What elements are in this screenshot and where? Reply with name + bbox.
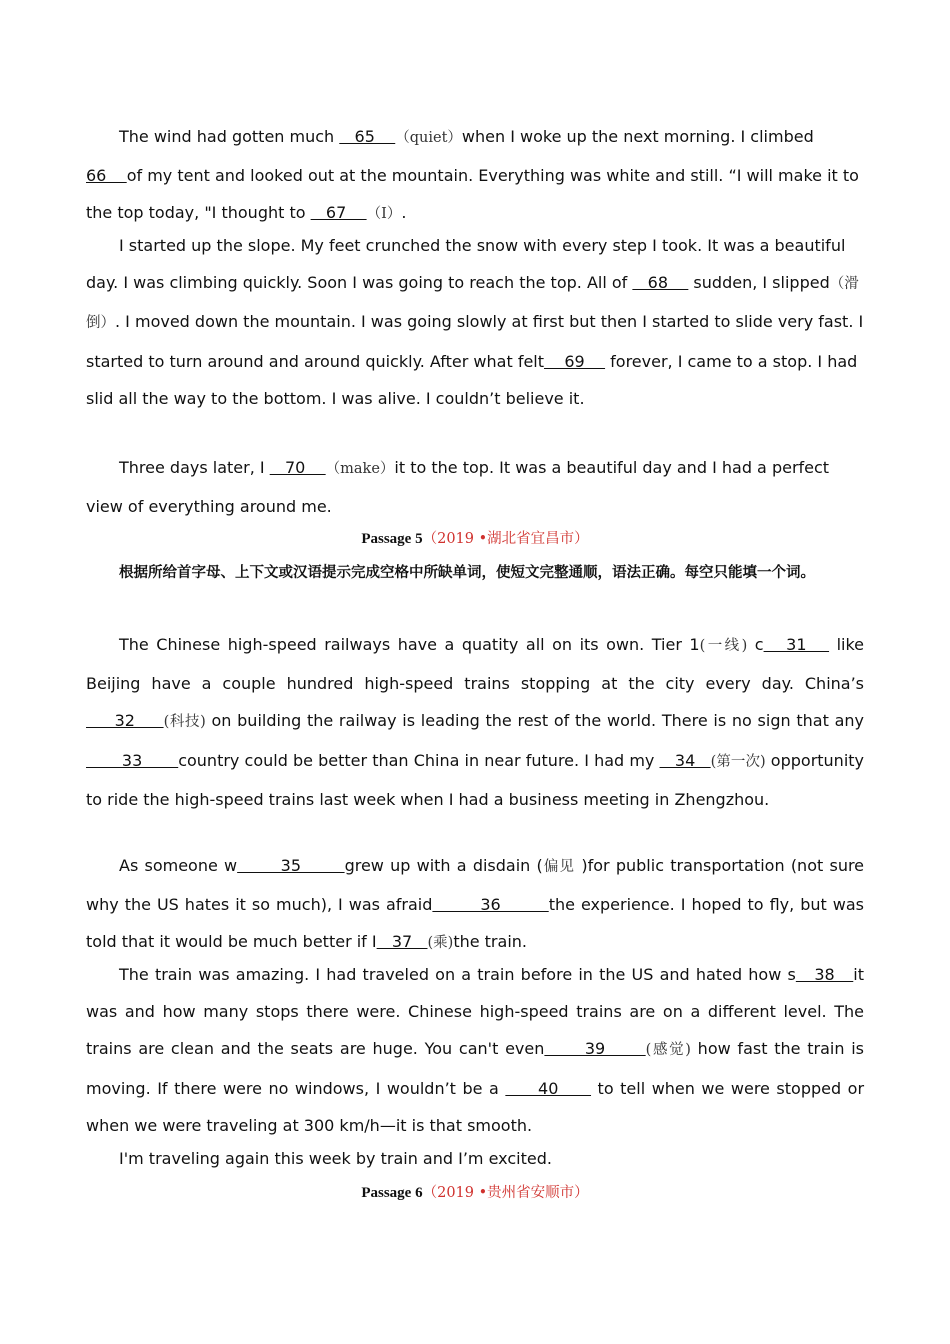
hint-65: （quiet）: [395, 130, 462, 146]
hint-slip: （滑倒）: [86, 276, 859, 332]
text: .: [401, 203, 407, 223]
text: The wind had gotten much: [119, 127, 340, 146]
passage5-paragraph-1: [86, 626, 864, 818]
passage4-paragraph-3: [86, 449, 864, 525]
text: opportunity to ride the high-speed trains last week when I had a business meeting in Zhengzhou.: [86, 750, 865, 809]
blank-34[interactable]: 34: [659, 750, 711, 770]
hint-35: 偏见: [542, 859, 576, 875]
text: forever, I came to a stop. I had slid all the way to the bottom. I was alive. I couldn’t believe it.: [86, 351, 858, 408]
hint-34: (第一次): [710, 753, 766, 770]
text: to tell when we were stopped or when we were traveling at 300 km/h—it is that smooth.: [86, 1078, 865, 1135]
text: The train was amazing. I had traveled on a train before in the US and hated how s: [119, 965, 796, 984]
blank-33[interactable]: 33: [86, 750, 179, 770]
passage4-paragraph-1: [86, 118, 864, 234]
text: it was and how many stops there were. Chinese high-speed trains are on a different level. The trains are clean and the seats are huge. You can't even: [86, 965, 864, 1059]
blank-37[interactable]: 37: [376, 932, 428, 952]
passage5-instruction: 根据所给首字母、上下文或汉语提示完成空格中所缺单词，使短文完整通顺，语法正确。每空只能填一个词。: [119, 564, 815, 581]
blank-31[interactable]: 31: [763, 635, 830, 654]
text: grew up with a disdain (: [344, 856, 543, 875]
text: it to the top. It was a beautiful day and I had a perfect view of everything around me.: [86, 458, 830, 517]
text: country could be better than China in near future. I had my: [178, 750, 660, 770]
passage6-heading: [0, 1183, 950, 1203]
passage5-source: （2019 •湖北省宜昌市）: [422, 531, 589, 547]
text: on building the railway is leading the rest of the world. There is no sign that any: [205, 711, 864, 731]
passage6-title: Passage 6: [361, 1185, 423, 1201]
hint-37: (乘): [427, 935, 454, 952]
hint-39: (感觉): [645, 1042, 691, 1059]
blank-65[interactable]: 65: [339, 127, 396, 146]
text: the train.: [453, 932, 527, 952]
passage5-paragraph-4: I'm traveling again this week by train and I’m excited.: [119, 1149, 552, 1168]
blank-67[interactable]: 67: [310, 203, 367, 223]
hint-32: (科技): [163, 714, 206, 731]
blank-70[interactable]: 70: [269, 458, 326, 477]
passage5-title: Passage 5: [361, 531, 423, 547]
text: . I moved down the mountain. I was going slowly at first but then I started to slide very fast. I started to turn around and around quickly. After what felt: [86, 312, 864, 371]
blank-40[interactable]: 40: [505, 1078, 592, 1098]
text: when I woke up the next morning. I climbed: [461, 127, 814, 146]
blank-39[interactable]: 39: [544, 1039, 646, 1059]
passage5-heading: [0, 529, 950, 549]
text: the experience. I hoped to fly, but was told that it would be much better if I: [86, 895, 865, 952]
blank-68[interactable]: 68: [632, 273, 689, 293]
text: c: [747, 635, 764, 654]
text: sudden, I slipped: [688, 273, 830, 293]
text: )for public transportation (not sure why the US hates it so much), I was afraid: [86, 856, 865, 915]
text: The Chinese high-speed railways have a quatity all on its own. Tier 1: [119, 635, 700, 654]
blank-35[interactable]: 35: [237, 856, 345, 875]
text: Three days later, I: [119, 458, 270, 477]
passage5-paragraph-3: [86, 956, 864, 1144]
blank-32[interactable]: 32: [86, 711, 164, 731]
hint-70: （make）: [325, 461, 395, 477]
text: I started up the slope. My feet crunched the snow with every step I took. It was a beautiful day. I was climbing quickly. Soon I was going to reach the top. All of: [86, 236, 846, 293]
text: As someone w: [119, 856, 238, 875]
text: of my tent and looked out at the mountain. Everything was white and still. “I will make it to the top today, "I thought to: [86, 166, 859, 223]
blank-69[interactable]: 69: [544, 351, 606, 371]
passage5-paragraph-2: [86, 847, 864, 963]
text: how fast the train is moving. If there were no windows, I wouldn’t be a: [86, 1039, 864, 1098]
hint-67: （I）: [366, 206, 402, 223]
blank-66[interactable]: 66: [86, 166, 127, 186]
blank-36[interactable]: 36: [432, 895, 549, 915]
passage6-source: （2019 •贵州省安顺市）: [422, 1185, 589, 1201]
blank-38[interactable]: 38: [795, 965, 854, 984]
passage4-paragraph-2: [86, 227, 864, 417]
text: like Beijing have a couple hundred high-speed trains stopping at the city every day. China’s: [86, 635, 865, 694]
hint-tier: (一线): [699, 638, 748, 654]
